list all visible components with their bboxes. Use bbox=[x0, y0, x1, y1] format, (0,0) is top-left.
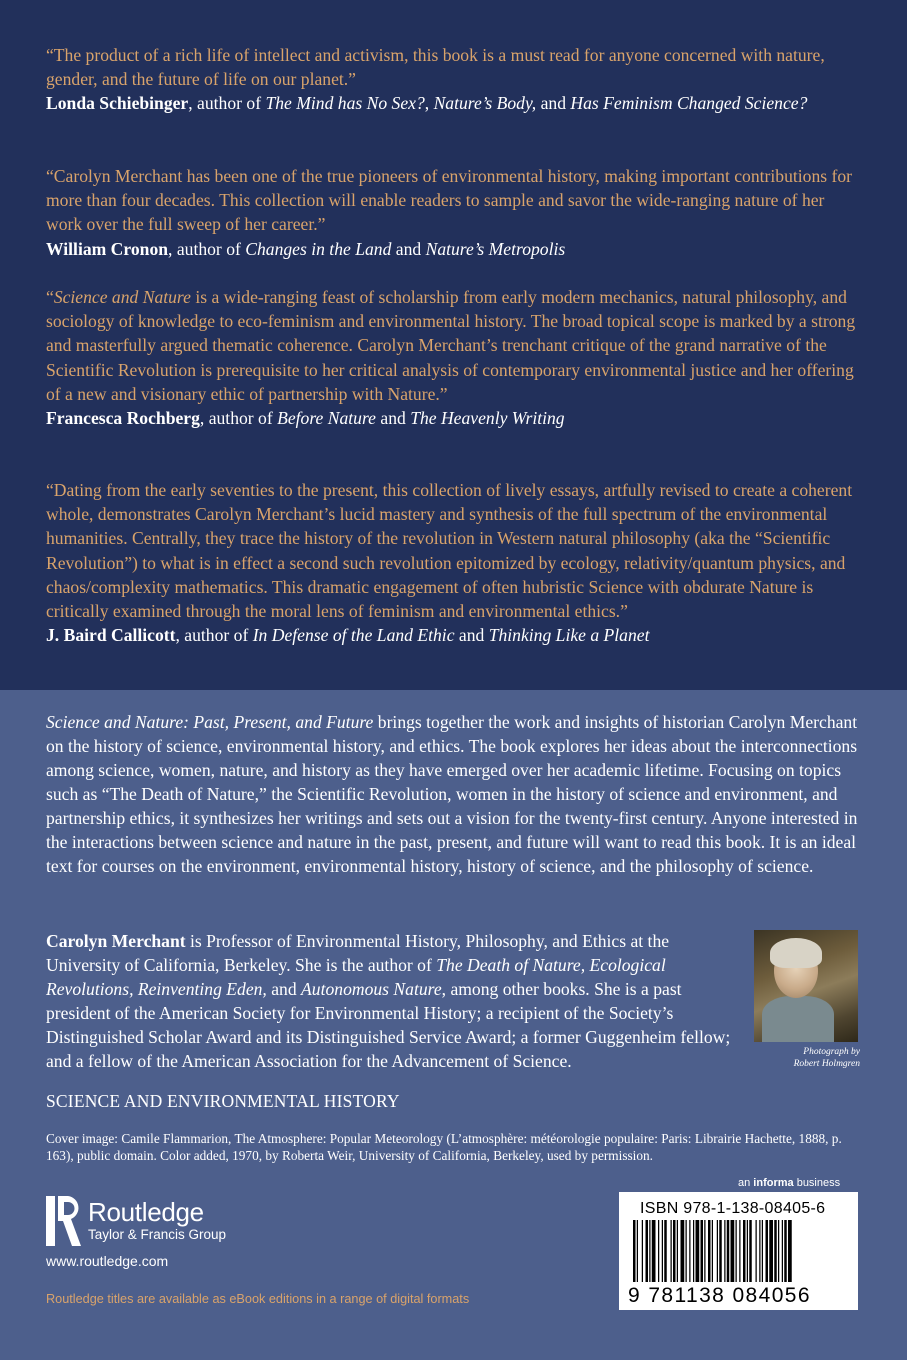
barcode-digits: 9 781138 084056 bbox=[628, 1284, 852, 1308]
book-title: The Heavenly Writing bbox=[410, 408, 565, 429]
endorsement-3 bbox=[46, 285, 861, 430]
barcode-icon bbox=[623, 1220, 855, 1286]
barcode-bar bbox=[727, 1220, 730, 1282]
barcode-bar bbox=[717, 1220, 718, 1282]
barcode-bar bbox=[762, 1220, 763, 1282]
barcode-bar bbox=[696, 1220, 700, 1282]
endorsement-quote: “The product of a rich life of intellect and activism, this book is a must read for anyone concerned with nature, gender, and the future of life on our planet.” bbox=[46, 45, 825, 90]
barcode-bar bbox=[693, 1220, 694, 1282]
barcode-bar bbox=[662, 1220, 663, 1282]
barcode-bar bbox=[731, 1220, 735, 1282]
book-description: Science and Nature: Past, Present, and Future brings together the work and insights of historian Carolyn Merchant on the history of science, environmental history, and ethics. The book explores her ideas about the interconnections among science, women, nature, and history as they have emerged over her academic lifetime. Focusing on topics such as “The Death of Nature,” the Scientific Revolution, women in the history of science and environment, and partnership ethics, it synthesizes her writings and sets out a vision for the twenty-first century. Anyone interested in the interactions between science and nature in the past, present, and future will want to read this book. It is an ideal text for courses on the environment, environmental history, history of science, and the philosophy of science. bbox=[46, 712, 858, 876]
author-name: Carolyn Merchant bbox=[46, 931, 186, 951]
barcode-bar bbox=[766, 1220, 769, 1282]
endorsement-attribution: Francesca Rochberg, author of Before Nature and The Heavenly Writing bbox=[46, 408, 565, 429]
book-title: Thinking Like a Planet bbox=[488, 625, 650, 646]
endorser-name: William Cronon bbox=[46, 238, 169, 259]
barcode-bar bbox=[782, 1220, 783, 1282]
endorsement-4 bbox=[46, 478, 861, 647]
barcode-bar bbox=[673, 1220, 676, 1282]
book-title: Nature’s Body, bbox=[433, 93, 537, 114]
barcode-bar bbox=[649, 1220, 650, 1282]
barcode-bar bbox=[712, 1220, 713, 1282]
endorsement-2 bbox=[46, 164, 861, 261]
barcode-bar bbox=[701, 1220, 704, 1282]
ebook-note: Routledge titles are available as eBook editions in a range of digital formats bbox=[46, 1292, 470, 1306]
barcode-bar bbox=[652, 1220, 656, 1282]
endorsement-quote: “Science and Nature is a wide-ranging feast of scholarship from early modern mechanics, natural philosophy, and sociology of knowledge to eco-feminism and environmental history. The broad topical scope is marked by a strong and masterfully argued thematic coherence. Carolyn Merchant’s trenchant critique of the grand narrative of the Scientific Revolution is prerequisite to her critical analysis of contemporary environmental justice and her offering of a new and visionary ethic of partnership with Nature.” bbox=[46, 287, 856, 404]
book-title: In Defense of the Land Ethic bbox=[252, 625, 455, 646]
endorsement-quote: “Carolyn Merchant has been one of the true pioneers of environmental history, making important contributions for more than four decades. This collection will enable readers to sample and savor the wide-ranging nature of her work over the full sweep of her career.” bbox=[46, 166, 852, 235]
barcode-bar bbox=[759, 1220, 760, 1282]
author-photo bbox=[754, 930, 858, 1042]
barcode-bar bbox=[769, 1220, 773, 1282]
book-title: Before Nature bbox=[277, 408, 376, 429]
barcode-bar bbox=[671, 1220, 672, 1282]
endorser-name: Londa Schiebinger bbox=[46, 93, 189, 114]
routledge-logo-icon bbox=[46, 1194, 86, 1248]
barcode-bar bbox=[658, 1220, 659, 1282]
book-title: Science and Nature: Past, Present, and Future bbox=[46, 712, 374, 732]
book-title: The Mind has No Sex? bbox=[265, 93, 425, 114]
book-title: Has Feminism Changed Science? bbox=[570, 93, 808, 114]
book-title: Autonomous Nature bbox=[301, 979, 442, 999]
barcode-bar bbox=[664, 1220, 667, 1282]
publisher-url[interactable]: www.routledge.com bbox=[46, 1253, 169, 1269]
barcode-bar bbox=[743, 1220, 746, 1282]
publisher-name: Routledge bbox=[88, 1197, 204, 1227]
barcode-bar bbox=[642, 1220, 643, 1282]
endorsement-attribution: Londa Schiebinger, author of The Mind has No Sex?, Nature’s Body, and Has Feminism Changed Science? bbox=[46, 93, 808, 114]
book-title: The Death of Nature, Ecological Revolutions, Reinventing Eden, bbox=[46, 955, 666, 999]
book-title: Science and Nature bbox=[53, 287, 191, 307]
endorsement-1 bbox=[46, 43, 861, 116]
author-bio: Carolyn Merchant is Professor of Environmental History, Philosophy, and Ethics at the University of California, Berkeley. She is the author of The Death of Nature, Ecological Revolutions, Reinventing Eden, and Autonomous Nature, among other books. She is a past president of the American Society for Environmental History; a recipient of the Society’s Distinguished Scholar Award and its Distinguished Service Award; a former Guggenheim fellow; and a fellow of the American Association for the Advancement of Science. bbox=[46, 931, 731, 1071]
barcode-bar bbox=[704, 1220, 705, 1282]
barcode-bar bbox=[724, 1220, 725, 1282]
publisher-group: Taylor & Francis Group bbox=[88, 1227, 227, 1242]
barcode-bar bbox=[788, 1220, 792, 1282]
barcode-bar bbox=[686, 1220, 687, 1282]
barcode-bar bbox=[747, 1220, 748, 1282]
barcode-bar bbox=[736, 1220, 737, 1282]
barcode-bar bbox=[708, 1220, 711, 1282]
barcode-bar bbox=[681, 1220, 685, 1282]
informa-tagline: an informa business bbox=[738, 1177, 841, 1189]
endorsement-attribution: J. Baird Callicott, author of In Defense of the Land Ethic and Thinking Like a Planet bbox=[46, 625, 650, 646]
book-title: Nature’s Metropolis bbox=[425, 238, 566, 259]
barcode-bar bbox=[774, 1220, 777, 1282]
publisher-brand bbox=[88, 1197, 226, 1243]
barcode-bar bbox=[646, 1220, 649, 1282]
isbn-label: ISBN 978-1-138-08405-6 bbox=[640, 1200, 826, 1217]
endorser-name: J. Baird Callicott bbox=[46, 625, 176, 646]
barcode-bar bbox=[756, 1220, 757, 1282]
endorsement-quote: “Dating from the early seventies to the present, this collection of lively essays, artfully revised to create a coherent whole, demonstrates Carolyn Merchant’s lucid mastery and synthesis of the full spectrum of the environmental humanities. Centrally, they trace the history of the revolution in Western natural philosophy (aka the “Scientific Revolution”) to what is in effect a second such revolution epitomized by ecology, relativity/quantum physics, and chaos/complexity mathematics. This dramatic engagement of often hubristic Science with obdurate Nature is critically examined through the moral lens of feminism and environmental ethics.” bbox=[46, 480, 853, 622]
barcode-bar bbox=[689, 1220, 690, 1282]
barcode-bar bbox=[778, 1220, 779, 1282]
endorsement-attribution: William Cronon, author of Changes in the Land and Nature’s Metropolis bbox=[46, 238, 566, 259]
photo-credit: Photograph by Robert Holmgren bbox=[793, 1047, 860, 1069]
book-title: Changes in the Land bbox=[245, 238, 392, 259]
barcode-bar bbox=[749, 1220, 752, 1282]
barcode-bar bbox=[784, 1220, 787, 1282]
barcode-bar bbox=[719, 1220, 722, 1282]
endorser-name: Francesca Rochberg bbox=[46, 408, 200, 429]
barcode-bar bbox=[677, 1220, 678, 1282]
barcode-bar bbox=[739, 1220, 740, 1282]
barcode-bar bbox=[637, 1220, 638, 1282]
cover-image-credit: Cover image: Camile Flammarion, The Atmosphere: Popular Meteorology (L’atmosphère: météorologie populaire: Paris: Librairie Hachette, 1888, p. 163), public domain. Color added, 1970, by Roberta Weir, University of California, Berkeley, used by permission. bbox=[46, 1131, 842, 1163]
barcode-bar bbox=[633, 1220, 636, 1282]
series-title: SCIENCE AND ENVIRONMENTAL HISTORY bbox=[46, 1091, 400, 1111]
